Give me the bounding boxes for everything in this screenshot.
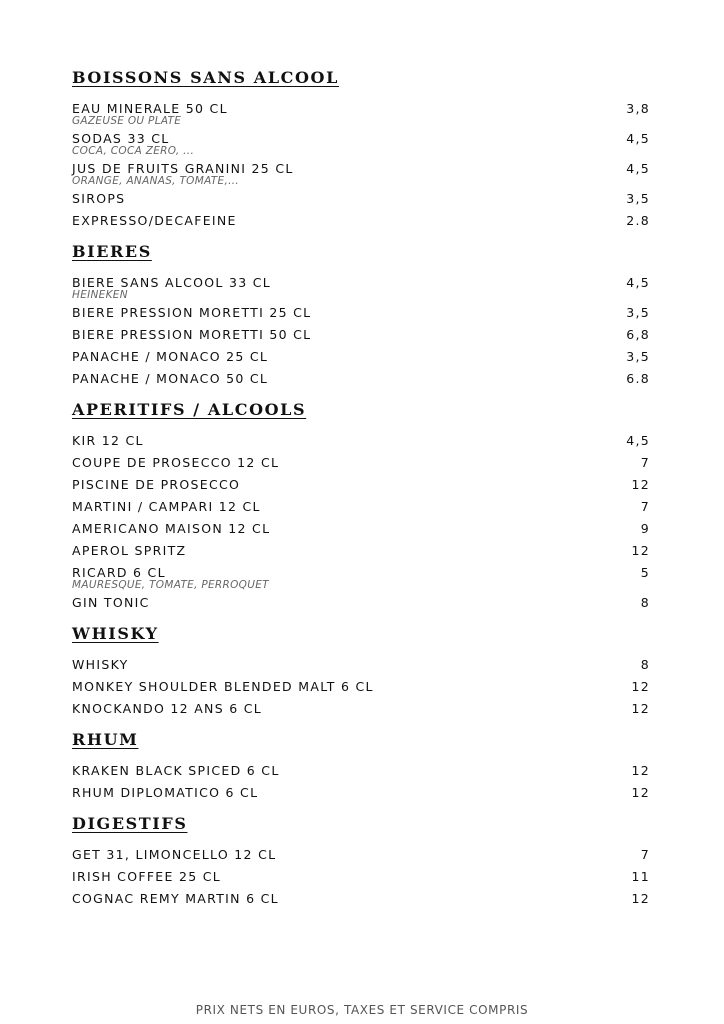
item-note: COCA, COCA ZERO, ...	[72, 145, 195, 157]
menu-item-row	[72, 496, 650, 518]
item-name: BIERE PRESSION MORETTI 50 CL	[72, 327, 312, 342]
item-price: 5	[640, 565, 650, 580]
menu-item-row	[72, 324, 650, 346]
item-name: WHISKY	[72, 657, 129, 672]
menu-item	[72, 888, 650, 910]
menu-section	[72, 728, 650, 804]
item-price: 12	[631, 543, 650, 558]
item-name: COUPE DE PROSECCO 12 CL	[72, 455, 280, 470]
menu-item-row	[72, 368, 650, 390]
item-name: RICARD 6 CL	[72, 565, 166, 580]
menu-item	[72, 324, 650, 346]
menu-item-row	[72, 518, 650, 540]
menu-item-row	[72, 698, 650, 720]
menu-item-row	[72, 782, 650, 804]
section-title: BIERES	[72, 242, 152, 261]
menu-item-row	[72, 866, 650, 888]
menu-section	[72, 240, 650, 390]
item-name: BIERE SANS ALCOOL 33 CL	[72, 275, 272, 290]
menu-item	[72, 518, 650, 540]
menu-item-row	[72, 540, 650, 562]
menu-item	[72, 368, 650, 390]
item-price: 8	[640, 595, 650, 610]
item-price: 2.8	[626, 213, 650, 228]
item-price: 12	[631, 785, 650, 800]
item-note: HEINEKEN	[72, 289, 128, 301]
section-title: BOISSONS SANS ALCOOL	[72, 68, 339, 87]
item-price: 9	[640, 521, 650, 536]
item-price: 6,8	[626, 327, 650, 342]
item-name: MONKEY SHOULDER BLENDED MALT 6 CL	[72, 679, 374, 694]
menu-item	[72, 496, 650, 518]
menu-item-row	[72, 210, 650, 232]
menu-item-row	[72, 188, 650, 210]
section-title: APERITIFS / ALCOOLS	[72, 400, 307, 419]
item-price: 4,5	[626, 161, 650, 176]
menu-section	[72, 812, 650, 910]
item-price: 3,5	[626, 349, 650, 364]
item-price: 7	[640, 499, 650, 514]
menu-item	[72, 676, 650, 698]
item-name: JUS DE FRUITS GRANINI 25 CL	[72, 161, 294, 176]
item-name: AMERICANO MAISON 12 CL	[72, 521, 271, 536]
menu-item	[72, 430, 650, 452]
item-name: SIROPS	[72, 191, 126, 206]
menu-item	[72, 562, 650, 592]
item-price: 12	[631, 891, 650, 906]
menu-item	[72, 128, 650, 158]
item-price: 8	[640, 657, 650, 672]
menu-item-row	[72, 346, 650, 368]
menu-item	[72, 210, 650, 232]
menu-item	[72, 302, 650, 324]
menu-item	[72, 844, 650, 866]
item-name: GET 31, LIMONCELLO 12 CL	[72, 847, 277, 862]
menu-item-row	[72, 430, 650, 452]
item-name: MARTINI / CAMPARI 12 CL	[72, 499, 261, 514]
section-title: RHUM	[72, 730, 139, 749]
item-price: 4,5	[626, 275, 650, 290]
menu-item	[72, 592, 650, 614]
menu-item-row	[72, 452, 650, 474]
menu-item	[72, 540, 650, 562]
item-name: PANACHE / MONACO 50 CL	[72, 371, 269, 386]
menu-section	[72, 66, 650, 232]
drinks-menu	[72, 66, 650, 918]
menu-section	[72, 398, 650, 614]
item-price: 3,5	[626, 305, 650, 320]
item-name: BIERE PRESSION MORETTI 25 CL	[72, 305, 312, 320]
item-name: PANACHE / MONACO 25 CL	[72, 349, 269, 364]
item-name: COGNAC REMY MARTIN 6 CL	[72, 891, 279, 906]
menu-item	[72, 158, 650, 188]
footer-note: PRIX NETS EN EUROS, TAXES ET SERVICE COMPRIS	[195, 1003, 529, 1017]
item-name: KNOCKANDO 12 ANS 6 CL	[72, 701, 263, 716]
menu-item	[72, 654, 650, 676]
item-name: APEROL SPRITZ	[72, 543, 187, 558]
menu-item	[72, 866, 650, 888]
item-name: IRISH COFFEE 25 CL	[72, 869, 222, 884]
menu-item	[72, 272, 650, 302]
item-name: KRAKEN BLACK SPICED 6 CL	[72, 763, 280, 778]
menu-item	[72, 474, 650, 496]
item-name: KIR 12 CL	[72, 433, 144, 448]
item-price: 6.8	[626, 371, 650, 386]
item-price: 12	[631, 701, 650, 716]
item-name: GIN TONIC	[72, 595, 150, 610]
section-title: DIGESTIFS	[72, 814, 188, 833]
menu-item	[72, 346, 650, 368]
item-price: 7	[640, 847, 650, 862]
item-note: GAZEUSE OU PLATE	[72, 115, 182, 127]
item-name: SODAS 33 CL	[72, 131, 170, 146]
item-price: 4,5	[626, 433, 650, 448]
menu-item	[72, 760, 650, 782]
menu-item	[72, 98, 650, 128]
item-price: 12	[631, 477, 650, 492]
item-name: RHUM DIPLOMATICO 6 CL	[72, 785, 259, 800]
menu-item-row	[72, 844, 650, 866]
menu-item	[72, 452, 650, 474]
menu-item-row	[72, 302, 650, 324]
menu-item-row	[72, 760, 650, 782]
item-note: ORANGE, ANANAS, TOMATE,...	[72, 175, 239, 187]
menu-item-row	[72, 592, 650, 614]
item-price: 11	[631, 869, 650, 884]
section-title: WHISKY	[72, 624, 159, 643]
item-price: 12	[631, 763, 650, 778]
item-price: 12	[631, 679, 650, 694]
item-name: PISCINE DE PROSECCO	[72, 477, 241, 492]
menu-section	[72, 622, 650, 720]
item-price: 3,8	[626, 101, 650, 116]
menu-item-row	[72, 654, 650, 676]
menu-item	[72, 782, 650, 804]
menu-item	[72, 188, 650, 210]
menu-item-row	[72, 474, 650, 496]
item-price: 3,5	[626, 191, 650, 206]
item-price: 7	[640, 455, 650, 470]
menu-item	[72, 698, 650, 720]
menu-item-row	[72, 676, 650, 698]
item-name: EAU MINERALE 50 CL	[72, 101, 228, 116]
item-note: MAURESQUE, TOMATE, PERROQUET	[72, 579, 269, 591]
menu-item-row	[72, 888, 650, 910]
item-name: EXPRESSO/DECAFEINE	[72, 213, 237, 228]
item-price: 4,5	[626, 131, 650, 146]
